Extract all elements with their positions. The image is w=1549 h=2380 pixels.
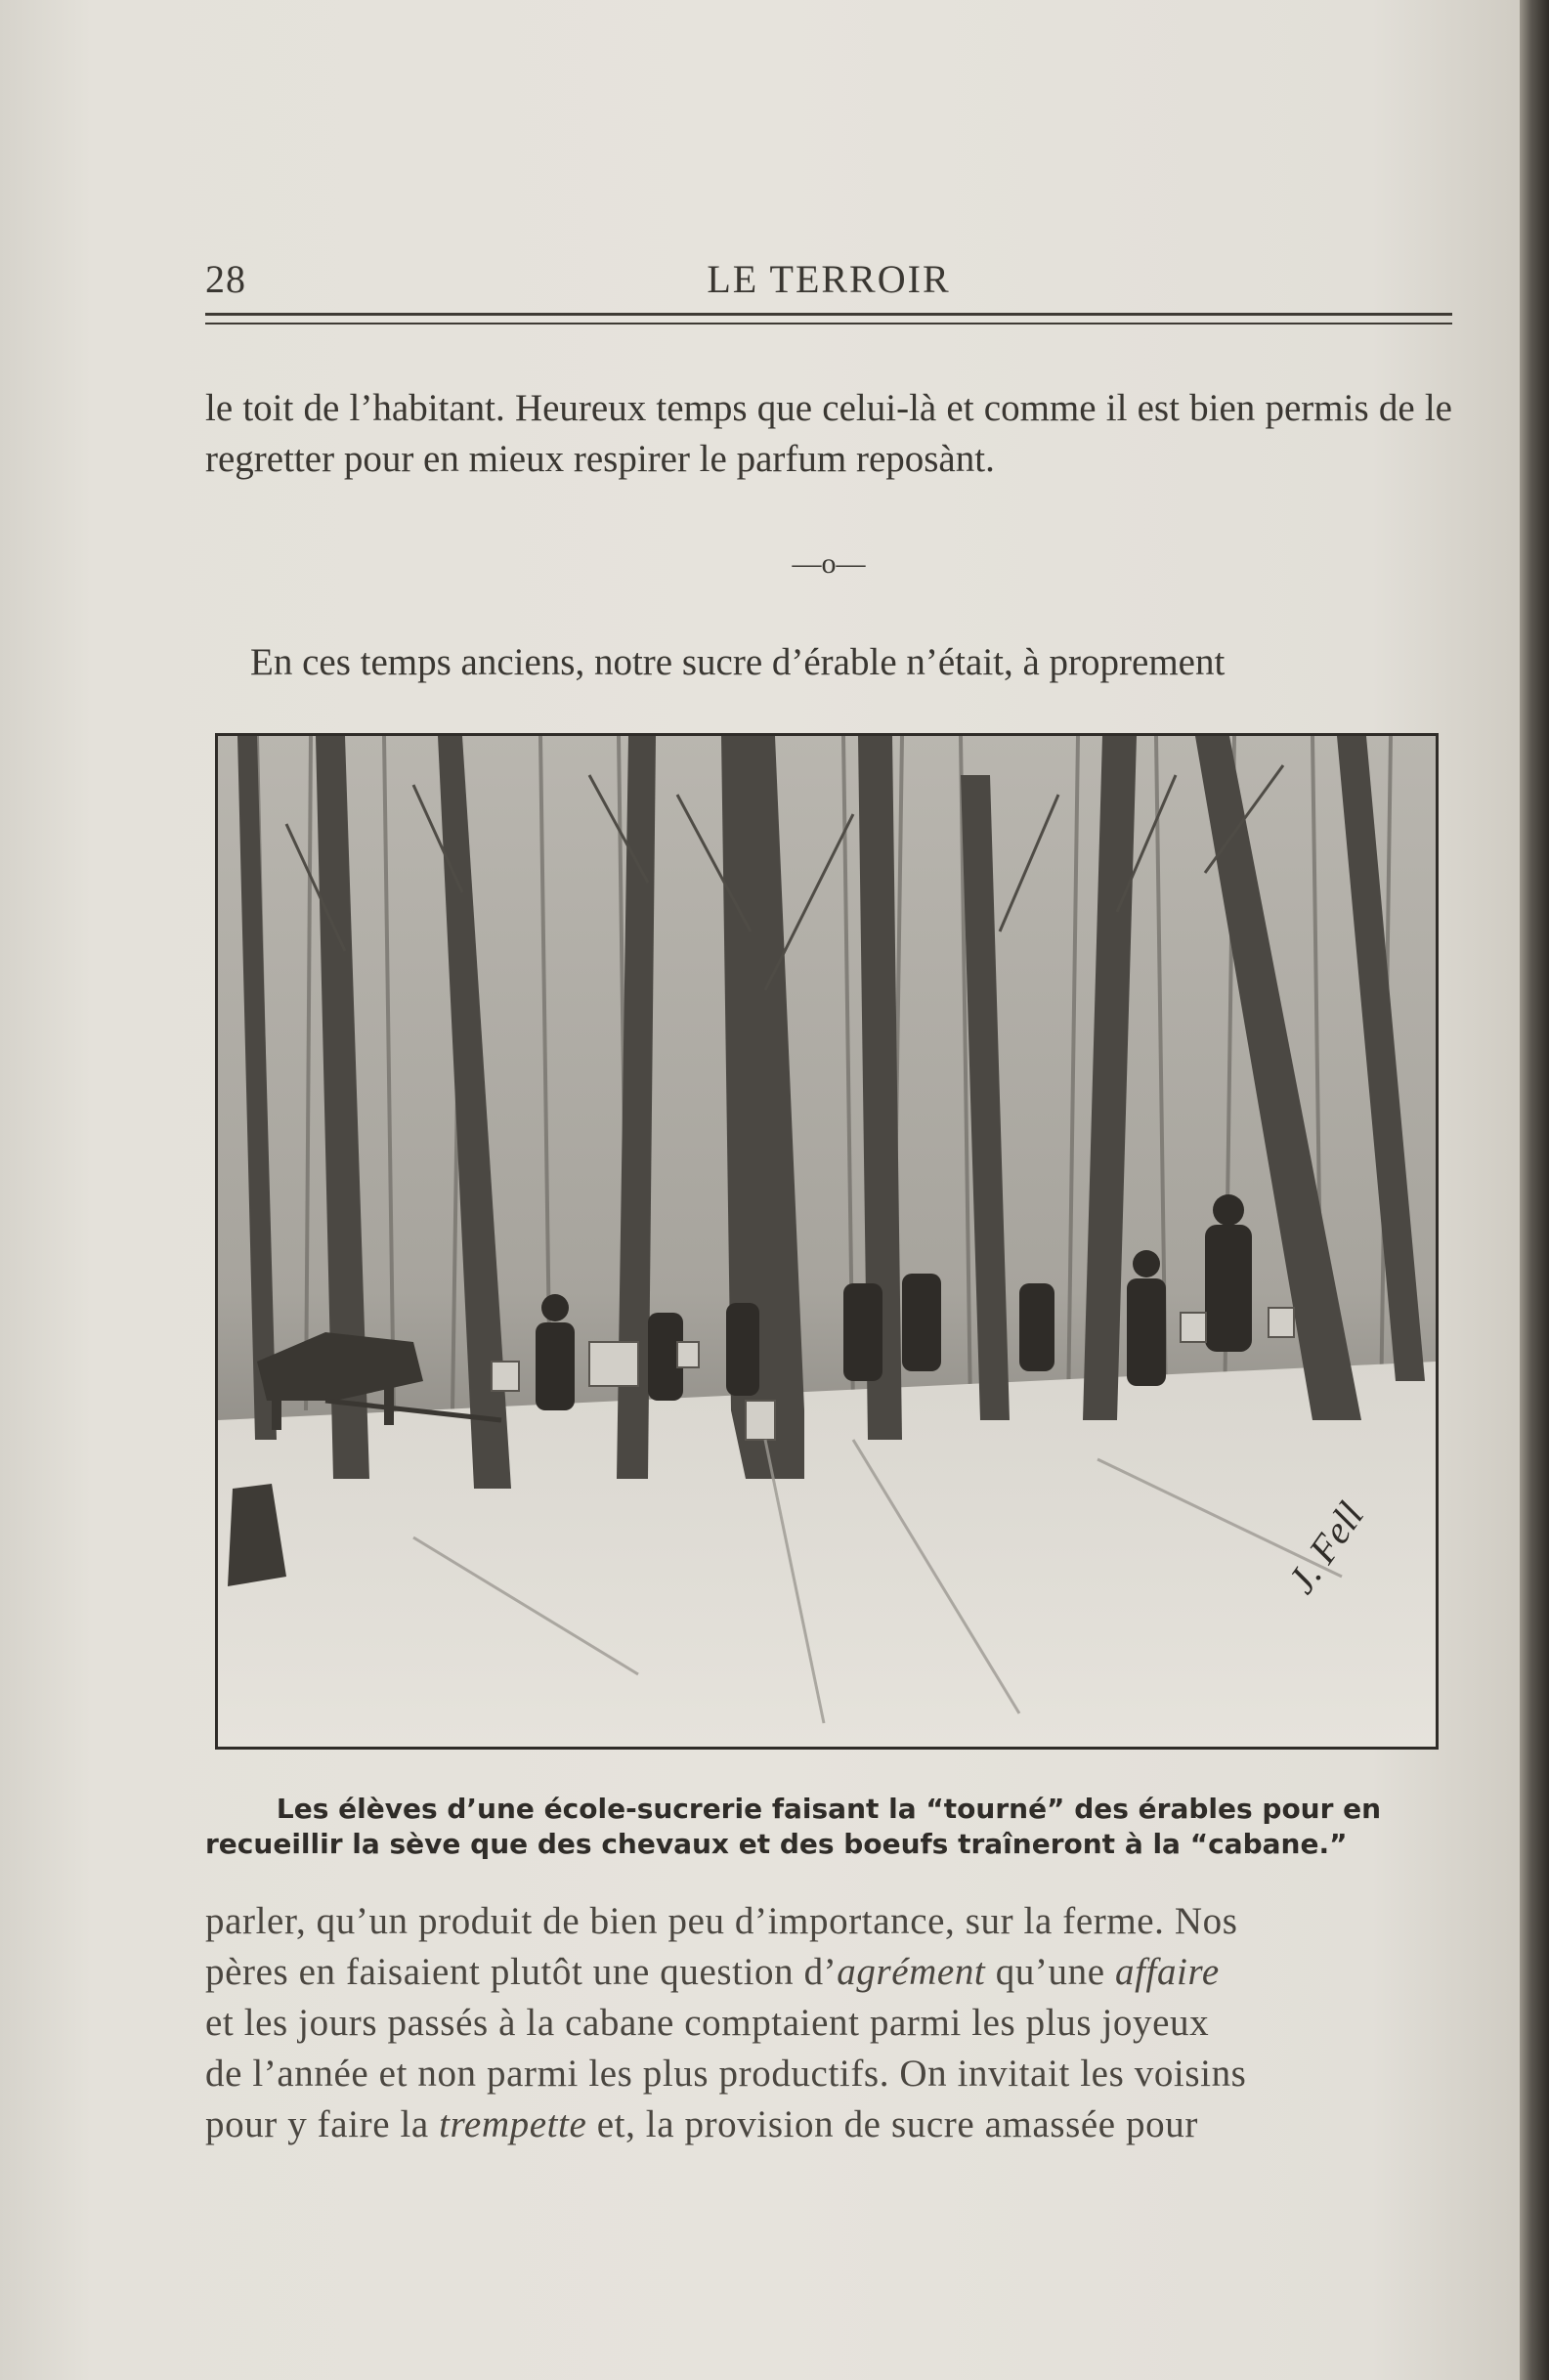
photographer-signature: J. Fell <box>1278 1493 1372 1602</box>
maple-grove-photo <box>215 733 1439 1750</box>
italic-trempette: trempette <box>439 2103 587 2145</box>
figure-caption <box>205 1792 1452 1862</box>
snow-ground <box>218 1362 1436 1747</box>
paragraph3-line-5a: pour y faire la <box>205 2103 440 2145</box>
page-number: 28 <box>205 257 246 301</box>
paragraph3-line-1: parler, qu’un produit de bien peu d’importance, sur la ferme. Nos <box>205 1900 1238 1942</box>
paragraph3-line-5b: et, la provision de sucre amassée pour <box>586 2103 1198 2145</box>
paragraph-farm <box>205 1896 1452 2150</box>
italic-agrement: agrément <box>837 1951 986 1993</box>
caption-line-1: Les élèves d’une école-sucrerie faisant la “tourné” des érables pour en <box>276 1793 1382 1825</box>
paragraph3-line-2 <box>205 1947 1452 1998</box>
header-rule <box>205 313 1452 325</box>
running-title: LE TERROIR <box>707 257 951 301</box>
caption-line-2: recueillir la sève que des chevaux et des boeufs traîneront à la “cabane.” <box>205 1828 1348 1860</box>
paragraph3-line-2b: qu’une <box>985 1951 1115 1993</box>
paragraph3-line-5 <box>205 2099 1452 2150</box>
paragraph3-line-4: de l’année et non parmi les plus productifs. On invitait les voisins <box>205 2053 1247 2095</box>
photo-illustration <box>218 736 1436 1747</box>
page-header <box>205 256 1452 305</box>
italic-affaire: affaire <box>1114 1951 1220 1993</box>
paragraph-sugar-intro: En ces temps anciens, notre sucre d’érable n’était, à proprement <box>250 641 1226 683</box>
paragraph3-line-2a: pères en faisaient plutôt une question d’ <box>205 1951 838 1993</box>
paragraph3-line-3: et les jours passés à la cabane comptaient parmi les plus joyeux <box>205 2002 1210 2044</box>
paragraph-continued: le toit de l’habitant. Heureux temps que celui-là et comme il est bien permis de le regretter pour en mieux respirer le parfum reposànt. <box>205 387 1452 480</box>
section-separator: —o— <box>792 547 866 580</box>
book-binding-edge <box>1520 0 1549 2380</box>
